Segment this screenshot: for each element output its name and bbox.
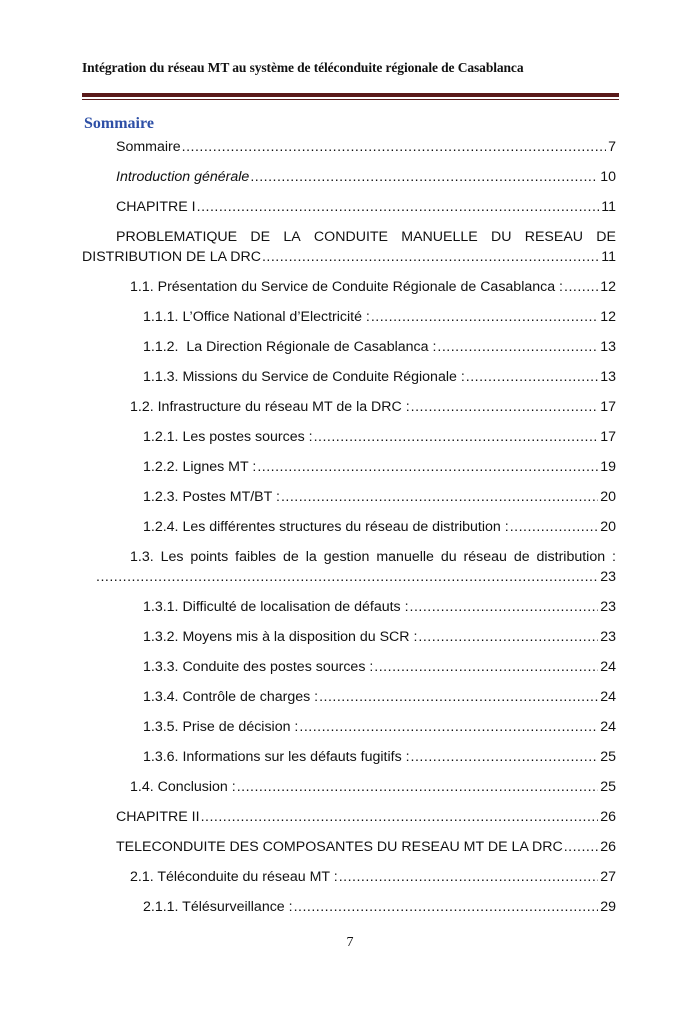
toc-word: LA xyxy=(283,229,301,245)
page-number: 7 xyxy=(346,935,354,950)
toc-entry-label: 1.2.1. Les postes sources : xyxy=(143,429,313,445)
toc-entry-1-3-line2[interactable] xyxy=(96,568,616,586)
toc-entry-page: 20 xyxy=(600,489,616,505)
toc-word: de xyxy=(513,549,530,565)
toc-leader-dots xyxy=(96,568,598,586)
toc-entry-label: 1.2.4. Les différentes structures du réseau de distribution : xyxy=(143,519,509,535)
header-rule-thin xyxy=(82,99,619,100)
toc-entry-page: 24 xyxy=(600,719,616,735)
toc-leader-dots xyxy=(299,718,598,736)
toc-entry-page: 7 xyxy=(608,139,616,155)
toc-leader-dots xyxy=(197,198,600,216)
toc-leader-dots xyxy=(257,458,598,476)
toc-entry-label: 1.2. Infrastructure du réseau MT de la DRC : xyxy=(130,399,410,415)
toc-entry-introduction[interactable] xyxy=(116,168,616,186)
toc-entry-page: 25 xyxy=(600,779,616,795)
toc-entry-label: Sommaire xyxy=(116,139,181,155)
section-title: Sommaire xyxy=(84,115,154,132)
toc-entry-page: 11 xyxy=(601,249,616,265)
toc-entry-1-3-6[interactable] xyxy=(143,748,616,766)
toc-entry-page: 19 xyxy=(600,459,616,475)
toc-entry-page: 17 xyxy=(600,399,616,415)
toc-leader-dots xyxy=(411,398,599,416)
toc-entry-label: Introduction générale xyxy=(116,169,250,185)
toc-leader-dots xyxy=(182,138,606,156)
toc-entry-page: 26 xyxy=(600,839,616,855)
toc-entry-page: 27 xyxy=(600,869,616,885)
toc-word: points xyxy=(190,549,229,565)
toc-leader-dots xyxy=(374,658,598,676)
toc-word: gestion xyxy=(323,549,370,565)
toc-entry-page: 25 xyxy=(600,749,616,765)
toc-word: DU xyxy=(490,229,512,245)
toc-entry-page: 24 xyxy=(600,689,616,705)
toc-leader-dots xyxy=(237,778,599,796)
toc-entry-1-1-2[interactable] xyxy=(143,338,616,356)
toc-word: RESEAU xyxy=(524,229,584,245)
toc-entry-1-2-3[interactable] xyxy=(143,488,616,506)
toc-entry-1-3-line1[interactable] xyxy=(130,548,616,566)
toc-word: CONDUITE xyxy=(313,229,389,245)
toc-entry-page: 10 xyxy=(600,169,616,185)
toc-entry-1-1-3[interactable] xyxy=(143,368,616,386)
toc-entry-1-4[interactable] xyxy=(130,778,616,796)
toc-word: distribution xyxy=(536,549,606,565)
toc-entry-label: 1.3.3. Conduite des postes sources : xyxy=(143,659,374,675)
toc-leader-dots xyxy=(371,308,598,326)
toc-word: Les xyxy=(160,549,184,565)
toc-entry-page: 26 xyxy=(600,809,616,825)
toc-leader-dots xyxy=(410,598,599,616)
toc-entry-problematique-line1[interactable] xyxy=(116,228,616,246)
toc-entry-label: 1.1.1. L’Office National d’Electricité : xyxy=(143,309,370,325)
toc-entry-page: 13 xyxy=(600,369,616,385)
toc-entry-2-1-1[interactable] xyxy=(143,898,616,916)
toc-word: DE xyxy=(250,229,271,245)
toc-word: manuelle xyxy=(376,549,434,565)
toc-entry-page: 20 xyxy=(600,519,616,535)
toc-leader-dots xyxy=(564,838,599,856)
toc-entry-chapitre-2[interactable] xyxy=(116,808,616,826)
toc-entry-label: 1.4. Conclusion : xyxy=(130,779,236,795)
toc-entry-1-1[interactable] xyxy=(130,278,616,296)
toc-entry-2-1[interactable] xyxy=(130,868,616,886)
toc-entry-page: 23 xyxy=(600,599,616,615)
toc-entry-1-2-4[interactable] xyxy=(143,518,616,536)
toc-entry-page: 12 xyxy=(600,279,616,295)
toc-word: du xyxy=(440,549,457,565)
toc-leader-dots xyxy=(437,338,598,356)
toc-entry-label: CHAPITRE I xyxy=(116,199,196,215)
toc-leader-dots xyxy=(564,278,598,296)
toc-entry-label: 1.3.2. Moyens mis à la disposition du SCR : xyxy=(143,629,418,645)
toc-entry-label: TELECONDUITE DES COMPOSANTES DU RESEAU MT DE LA DRC xyxy=(116,839,563,855)
toc-leader-dots xyxy=(319,688,598,706)
toc-entry-label: 1.1.2. La Direction Régionale de Casablanca : xyxy=(143,339,437,355)
toc-leader-dots xyxy=(418,628,598,646)
toc-entry-label: 1.1. Présentation du Service de Conduite Régionale de Casablanca : xyxy=(130,279,564,295)
toc-entry-label: 1.3.6. Informations sur les défauts fugitifs : xyxy=(143,749,410,765)
toc-word: PROBLEMATIQUE xyxy=(116,229,238,245)
toc-word: faibles xyxy=(235,549,277,565)
toc-word: : xyxy=(612,549,616,565)
toc-entry-1-3-5[interactable] xyxy=(143,718,616,736)
toc-entry-1-2-2[interactable] xyxy=(143,458,616,476)
toc-entry-1-2-1[interactable] xyxy=(143,428,616,446)
toc-leader-dots xyxy=(411,748,599,766)
toc-entry-page: 11 xyxy=(601,199,616,215)
toc-entry-page: 29 xyxy=(600,899,616,915)
toc-entry-page: 23 xyxy=(600,569,616,585)
header-rule-thick xyxy=(82,93,619,97)
toc-entry-1-3-1[interactable] xyxy=(143,598,616,616)
toc-entry-page: 24 xyxy=(600,659,616,675)
toc-word: la xyxy=(305,549,317,565)
toc-entry-page: 17 xyxy=(600,429,616,445)
toc-entry-1-1-1[interactable] xyxy=(143,308,616,326)
toc-word: MANUELLE xyxy=(401,229,478,245)
toc-entry-label: CHAPITRE II xyxy=(116,809,200,825)
toc-entry-problematique-line2[interactable] xyxy=(82,248,616,266)
toc-leader-dots xyxy=(281,488,598,506)
toc-entry-label: 2.1. Téléconduite du réseau MT : xyxy=(130,869,338,885)
running-header: Intégration du réseau MT au système de téléconduite régionale de Casablanca xyxy=(82,60,524,75)
toc-entry-sommaire[interactable] xyxy=(116,138,616,156)
toc-leader-dots xyxy=(339,868,599,886)
toc-leader-dots xyxy=(466,368,598,386)
toc-entry-label: 1.1.3. Missions du Service de Conduite Régionale : xyxy=(143,369,465,385)
toc-entry-label: 2.1.1. Télésurveillance : xyxy=(143,899,293,915)
toc-entry-page: 12 xyxy=(600,309,616,325)
toc-entry-label: DISTRIBUTION DE LA DRC xyxy=(82,249,261,265)
toc-entry-label: 1.3.5. Prise de décision : xyxy=(143,719,299,735)
toc-entry-page: 13 xyxy=(600,339,616,355)
toc-word: 1.3. xyxy=(130,549,154,565)
toc-leader-dots xyxy=(510,518,599,536)
toc-entry-label: 1.2.2. Lignes MT : xyxy=(143,459,257,475)
toc-entry-1-3-3[interactable] xyxy=(143,658,616,676)
toc-leader-dots xyxy=(250,168,598,186)
toc-entry-label: 1.3.4. Contrôle de charges : xyxy=(143,689,319,705)
toc-entry-teleconduite[interactable] xyxy=(116,838,616,856)
toc-entry-label: 1.3.1. Difficulté de localisation de défauts : xyxy=(143,599,409,615)
toc-entry-1-3-2[interactable] xyxy=(143,628,616,646)
toc-leader-dots xyxy=(201,808,599,826)
toc-leader-dots xyxy=(314,428,599,446)
toc-entry-page: 23 xyxy=(600,629,616,645)
toc-word: réseau xyxy=(463,549,507,565)
toc-entry-1-3-4[interactable] xyxy=(143,688,616,706)
toc-word: de xyxy=(283,549,299,565)
toc-word: DE xyxy=(596,229,616,245)
toc-entry-1-2[interactable] xyxy=(130,398,616,416)
toc-leader-dots xyxy=(262,248,599,266)
toc-leader-dots xyxy=(294,898,599,916)
toc-entry-label: 1.2.3. Postes MT/BT : xyxy=(143,489,280,505)
toc-entry-chapitre-1[interactable] xyxy=(116,198,616,216)
